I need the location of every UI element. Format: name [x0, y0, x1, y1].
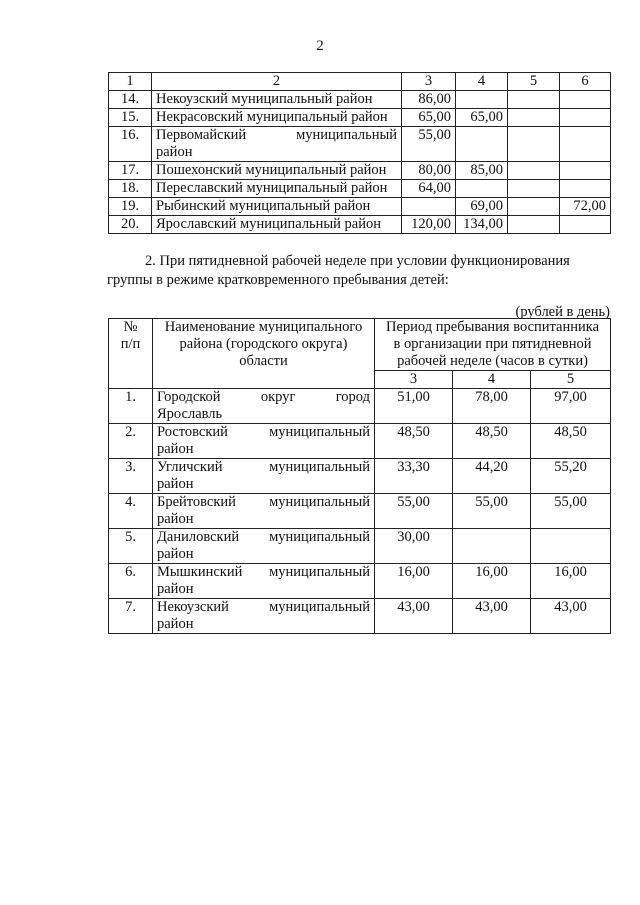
- table-row: [109, 494, 611, 529]
- rate-cell: 65,00: [402, 109, 456, 127]
- rate-cell: 80,00: [402, 162, 456, 180]
- district-name: [152, 127, 402, 162]
- paragraph-line-2: группы в режиме кратковременного пребывания детей:: [107, 272, 449, 288]
- district-name: [152, 216, 402, 234]
- paragraph-five-day-week: [107, 252, 610, 290]
- rate-cell: [456, 91, 508, 109]
- district-name-line: Некрасовский муниципальный район: [156, 109, 388, 125]
- district-name-line: Ростовский муниципальный: [157, 424, 370, 440]
- short-stay-tariff-table: [108, 318, 611, 634]
- district-name-line: Рыбинский муниципальный район: [156, 198, 371, 214]
- row-number: 7.: [109, 599, 153, 634]
- district-name-line: район: [157, 581, 194, 597]
- rate-cell: [508, 162, 560, 180]
- header-num: [109, 319, 153, 389]
- district-name-line: район: [157, 476, 194, 492]
- row-number: 19.: [109, 198, 152, 216]
- rate-cell: 55,00: [453, 494, 531, 529]
- rate-cell: [560, 180, 611, 198]
- rate-cell: 48,50: [453, 424, 531, 459]
- table-row: [109, 162, 611, 180]
- row-number: 14.: [109, 91, 152, 109]
- rate-cell: [560, 216, 611, 234]
- rate-cell: [453, 529, 531, 564]
- table-row: [109, 198, 611, 216]
- district-name-line: Некоузский муниципальный: [157, 599, 370, 615]
- rate-cell: 55,00: [531, 494, 611, 529]
- rate-cell: [560, 162, 611, 180]
- table-row: [109, 109, 611, 127]
- units-label: (рублей в день): [515, 304, 610, 320]
- district-name-line: Ярославский муниципальный район: [156, 216, 382, 232]
- column-number-cell: 6: [560, 73, 611, 91]
- column-number-cell: 1: [109, 73, 152, 91]
- district-name: [152, 91, 402, 109]
- rate-cell: 65,00: [456, 109, 508, 127]
- table-row: [109, 216, 611, 234]
- rate-cell: 48,50: [531, 424, 611, 459]
- rate-cell: [508, 91, 560, 109]
- district-name: [153, 494, 375, 529]
- rate-cell: [560, 109, 611, 127]
- rate-cell: 85,00: [456, 162, 508, 180]
- table-row: [109, 389, 611, 424]
- table-row: [109, 459, 611, 494]
- table-row: [109, 599, 611, 634]
- rate-cell: [531, 529, 611, 564]
- header-name-line: района (городского округа): [179, 336, 348, 352]
- row-number: 2.: [109, 424, 153, 459]
- rate-cell: [560, 91, 611, 109]
- table-row: [109, 564, 611, 599]
- header-num-line: п/п: [120, 336, 141, 352]
- subheader-cell: 4: [453, 371, 531, 389]
- header-name-line: Наименование муниципального: [164, 319, 363, 335]
- rate-cell: [456, 180, 508, 198]
- row-number: 17.: [109, 162, 152, 180]
- rate-cell: 16,00: [531, 564, 611, 599]
- district-name: [152, 109, 402, 127]
- header-period-line: рабочей неделе (часов в сутки): [397, 353, 588, 369]
- header-name: [153, 319, 375, 389]
- header-period-line: в организации при пятидневной: [393, 336, 592, 352]
- tariff-table-continued: [108, 72, 611, 234]
- header-period: [375, 319, 611, 371]
- rate-cell: 134,00: [456, 216, 508, 234]
- row-number: 1.: [109, 389, 153, 424]
- rate-cell: 51,00: [375, 389, 453, 424]
- district-name: [152, 180, 402, 198]
- rate-cell: [402, 198, 456, 216]
- paragraph-line-1: 2. При пятидневной рабочей неделе при условии функционирования: [145, 253, 570, 269]
- district-name-line: район: [157, 511, 194, 527]
- row-number: 5.: [109, 529, 153, 564]
- rate-cell: [508, 109, 560, 127]
- table-row: [109, 424, 611, 459]
- rate-cell: 55,20: [531, 459, 611, 494]
- rate-cell: [560, 127, 611, 162]
- district-name-line: Даниловский муниципальный: [157, 529, 370, 545]
- district-name-line: Некоузский муниципальный район: [156, 91, 373, 107]
- rate-cell: [456, 127, 508, 162]
- row-number: 4.: [109, 494, 153, 529]
- district-name-line: Городской округ город: [157, 389, 370, 405]
- district-name: [152, 198, 402, 216]
- header-name-line: области: [239, 353, 288, 369]
- district-name-line: Пошехонский муниципальный район: [156, 162, 387, 178]
- rate-cell: 72,00: [560, 198, 611, 216]
- rate-cell: 86,00: [402, 91, 456, 109]
- rate-cell: 97,00: [531, 389, 611, 424]
- rate-cell: 55,00: [375, 494, 453, 529]
- rate-cell: 43,00: [375, 599, 453, 634]
- district-name: [153, 564, 375, 599]
- district-name-line: Первомайский муниципальный: [156, 127, 397, 143]
- district-name: [152, 162, 402, 180]
- row-number: 16.: [109, 127, 152, 162]
- district-name-line: район: [156, 144, 193, 160]
- row-number: 20.: [109, 216, 152, 234]
- subheader-cell: 5: [531, 371, 611, 389]
- district-name-line: район: [157, 616, 194, 632]
- rate-cell: 30,00: [375, 529, 453, 564]
- rate-cell: 120,00: [402, 216, 456, 234]
- district-name: [153, 424, 375, 459]
- table-row: [109, 127, 611, 162]
- rate-cell: [508, 180, 560, 198]
- district-name-line: район: [157, 546, 194, 562]
- district-name: [153, 459, 375, 494]
- row-number: 15.: [109, 109, 152, 127]
- table-row: [109, 529, 611, 564]
- header-period-line: Период пребывания воспитанника: [386, 319, 600, 335]
- column-number-cell: 3: [402, 73, 456, 91]
- rate-cell: 44,20: [453, 459, 531, 494]
- table-header-row: [109, 73, 611, 91]
- district-name-line: район: [157, 441, 194, 457]
- district-name-line: Переславский муниципальный район: [156, 180, 388, 196]
- table-row: [109, 180, 611, 198]
- table-row: [109, 91, 611, 109]
- rate-cell: 64,00: [402, 180, 456, 198]
- rate-cell: 43,00: [531, 599, 611, 634]
- rate-cell: 16,00: [453, 564, 531, 599]
- district-name: [153, 529, 375, 564]
- rate-cell: [508, 198, 560, 216]
- rate-cell: 33,30: [375, 459, 453, 494]
- district-name-line: Ярославль: [157, 406, 223, 422]
- column-number-cell: 5: [508, 73, 560, 91]
- row-number: 6.: [109, 564, 153, 599]
- district-name-line: Угличский муниципальный: [157, 459, 370, 475]
- page-number: 2: [316, 38, 324, 54]
- header-num-line: №: [123, 319, 138, 335]
- rate-cell: 16,00: [375, 564, 453, 599]
- district-name: [153, 389, 375, 424]
- district-name: [153, 599, 375, 634]
- rate-cell: 43,00: [453, 599, 531, 634]
- column-number-cell: 4: [456, 73, 508, 91]
- rate-cell: 48,50: [375, 424, 453, 459]
- subheader-cell: 3: [375, 371, 453, 389]
- rate-cell: [508, 216, 560, 234]
- rate-cell: 55,00: [402, 127, 456, 162]
- column-number-cell: 2: [152, 73, 402, 91]
- row-number: 18.: [109, 180, 152, 198]
- district-name-line: Мышкинский муниципальный: [157, 564, 370, 580]
- district-name-line: Брейтовский муниципальный: [157, 494, 370, 510]
- rate-cell: 78,00: [453, 389, 531, 424]
- rate-cell: [508, 127, 560, 162]
- rate-cell: 69,00: [456, 198, 508, 216]
- row-number: 3.: [109, 459, 153, 494]
